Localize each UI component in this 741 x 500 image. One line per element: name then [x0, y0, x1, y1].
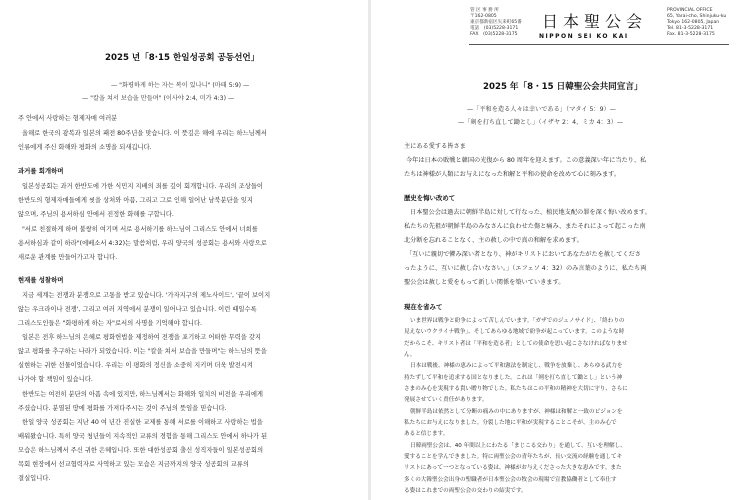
office-header-line: 東京都新宿区矢来町65番	[470, 20, 522, 25]
body-line: 한일 양국 성공회는 지난 40 여 년간 진실한 교제를 통해 서로를 이해하고 사랑하는 법을	[22, 419, 263, 426]
body-line: 인류에게 주신 화해와 평화의 소명을 되새깁니다.	[18, 144, 152, 151]
body-line: 주셨습니다. 분열된 땅에 평화를 가져다주시는 것이 주님의 뜻임을 믿습니다.	[18, 405, 227, 412]
body-line: 今年は日本の敗戦と韓国の光復から 80 周年を迎えます。この意義深い年に当たり、私	[406, 157, 647, 164]
section-heading: 과거를 회개하며	[18, 167, 64, 175]
body-line: さまのみ心を実現する貴い贈り物でした。私たちはこの平和の精神を大切に守り、さらに	[404, 386, 628, 392]
body-line: 私たちにお与えになりました。分裂した地に平和が実現することこそが、主のみ心で	[404, 420, 617, 426]
body-line: 「互いに親切で憐み深い者となり、神がキリストにおいてあなたがたを赦してくださ	[406, 251, 641, 258]
body-line: 않으며, 주님의 용서하심 안에서 진정한 화해를 구합니다.	[18, 211, 174, 218]
body-line: リストにあって一つとなっている姿は、神様がお与えくださった大きな恵みです。また	[404, 465, 622, 472]
body-line: 北分断を忘れることなく、主の赦しの中で真の和解を求めます。	[404, 237, 583, 244]
body-line: 일본성공회는 과거 한반도에 가한 식민지 지배의 죄를 깊이 회개합니다. 우리의 조상들이	[22, 183, 263, 190]
body-line: 見えないウクライナ戦争」、そしてあらゆる地域で紛争が起こっています。このような時	[404, 329, 625, 336]
section-heading: 現在を省みて	[404, 303, 443, 311]
body-line: 배워왔습니다. 특히 양국 청년들이 지속적인 교류의 경험을 통해 그리스도 안에서 하나가 된	[18, 433, 268, 440]
office-header-line: 電話 (03)5228-3171	[470, 26, 519, 31]
body-line: 한반도는 여전히 분단의 아픔 속에 있지만, 하느님께서는 화해와 일치의 비전을 우리에게	[22, 391, 263, 398]
body-line: 愛することを学んできました。特に両聖公会の青年たちが、長い交流の経験を通してキ	[404, 454, 623, 460]
page-title: 2025 年「8・15 日韓聖公会共同宣言」	[483, 82, 643, 92]
japanese-declaration-page	[371, 0, 741, 500]
korean-declaration-page	[0, 0, 368, 500]
body-line: る姿はこれまでの両聖公会の交わりの結実です。	[404, 488, 527, 494]
office-header-en-line: Tokyo 162-0805, Japan	[667, 20, 720, 25]
body-line: 発展させていく責任があります。	[404, 397, 488, 404]
body-line: 私たちの先祖が朝鮮半島のみなさんに負わせた傷と痛み、またそれによって起こった南	[404, 223, 646, 230]
body-line: 나가야 할 책임이 있습니다.	[18, 376, 93, 383]
body-line: 그리스도인들은 "화평하게 하는 자"로서의 사명을 기억해야 합니다.	[18, 320, 203, 327]
epigraph: — "화평하게 하는 자는 복이 있나니" (마태 5:9) —	[111, 82, 250, 89]
body-line: 않고 평화를 추구하는 나라가 되었습니다. 이는 "칼을 쳐서 보습을 만들며"는 하느님의 뜻을	[18, 348, 267, 355]
body-line: 持たずして平和を追求する国となりました。これは「剣を打ち直して鋤とし」という神	[404, 374, 623, 381]
body-line: 지금 세계는 전쟁과 분쟁으로 고통을 받고 있습니다. '가자지구의 제노사이드', '끝이 보이지	[22, 292, 271, 299]
body-line: 日本は戦後、神様の恵みによって平和憲法を制定し、戦争を放棄し、あらゆる武力を	[410, 363, 623, 370]
body-line: 새로운 관계를 만들어가고자 합니다.	[18, 254, 118, 261]
office-header-en-line: Fax. 81-3-5228-3175	[667, 32, 715, 37]
body-line: 日本聖公会は過去に朝鮮半島に対して行なった、植民地支配の罪を深く悔い改めます。	[410, 209, 651, 216]
page-title: 2025 년「8·15 한일성공회 공동선언」	[105, 53, 260, 63]
body-line: 多くの大韓聖公会出身の聖職者が日本聖公会の牧会の現場で宣教協働者として奉仕す	[404, 476, 617, 483]
body-line: 않는 우크라이나 전쟁', 그리고 여러 지역에서 분쟁이 일어나고 있습니다. 이런 때일수록	[18, 306, 257, 313]
body-line: 한반도의 형제자매들에게 씻을 상처와 아픔, 그리고 그로 인해 일어난 남북분단을 잊지	[18, 197, 253, 204]
body-line: 朝鮮半島は依然として分断の痛みの中にありますが、神様は和解と一致のビジョンを	[410, 408, 623, 415]
epigraph: —「剣を打ち直して鋤とし」（イザヤ 2：4、ミカ 4：3）—	[458, 119, 624, 126]
body-line: たちは神様が人類にお与えになった和解と平和の使命を改めて心に刻みます。	[404, 171, 621, 178]
body-line: ったように、互いに赦し合いなさい。」（エフェソ 4：32）のみ言葉のように、私たち両	[404, 265, 647, 272]
body-line: ん。	[404, 352, 416, 358]
body-line: 聖公会は赦しと愛をもって新しい関係を築いていきます。	[404, 279, 565, 286]
office-header-line: 管 区 事 務 所	[470, 8, 499, 13]
body-line: 일본은 전후 하느님의 은혜로 평화헌법을 제정하여 전쟁을 포기하고 어떠한 무력을 갖지	[22, 334, 261, 341]
body-line: 용서하심과 같이 하라"(에베소서 4:32)는 말씀처럼, 우리 양국의 성공회는 용서와 사랑으로	[18, 240, 267, 247]
body-line: 목회 현장에서 선교협력자로 사역하고 있는 모습은 지금까지의 양국 성공회의 교류의	[18, 461, 249, 468]
section-heading: 현재를 성찰하며	[18, 276, 64, 284]
nskk-logo-romaji: NIPPON SEI KO KAI	[539, 33, 629, 40]
body-line: 실현하는 귀한 선물이었습니다. 우리는 이 평화의 정신을 소중히 지키며 더욱 발전시켜	[18, 362, 253, 369]
greeting: 주 안에서 사랑하는 형제자매 여러분	[18, 115, 118, 122]
office-header-en-line: 65, Yarai-cho, Shinjuku-ku	[667, 14, 727, 19]
nskk-logo-text: 日本聖公会	[542, 12, 648, 31]
body-line: 모습은 하느님께서 주신 귀한 은혜입니다. 또한 대한성공회 출신 성직자들이 일본성공회의	[18, 447, 264, 454]
body-line: 日韓両聖公会は、40 年間以上にわたる「まじこる交わり」を通して、互いを理解し、	[410, 442, 626, 449]
epigraph: — "칼을 쳐서 보습을 만들며" (이사야 2:4, 미가 4:3) —	[82, 95, 235, 102]
body-line: 결실입니다.	[18, 475, 51, 482]
body-line: "서로 친절하게 하며 불쌍히 여기며 서로 용서하기를 하느님이 그리스도 안에서 너희를	[22, 226, 258, 233]
office-header-en-line: PROVINCIAL OFFICE	[667, 8, 713, 13]
header-divider	[469, 44, 729, 45]
office-header-line: FAX (03)5228-3175	[470, 32, 518, 37]
greeting: 主にある愛する皆さま	[404, 143, 466, 150]
section-heading: 歴史を悔い改めて	[404, 194, 456, 202]
body-line: あると信じます。	[404, 431, 449, 438]
body-line: だからこそ、キリスト者は「平和を造る者」としての使命を思い起こさなければなりませ	[404, 340, 628, 347]
office-header-line: 〒162-0805	[470, 14, 497, 19]
office-header-en-line: Tel. 81-3-5228-3171	[667, 26, 714, 31]
body-line: いま世界は戦争と紛争によって苦しんでいます。「ガザでのジェノサイド」、「終わりの	[410, 318, 625, 324]
epigraph: —「平和を造る人々は幸いである」（マタイ 5：9）—	[467, 106, 616, 113]
body-line: 올해로 한국의 광복과 일본의 패전 80주년을 맞습니다. 이 뜻깊은 해에 우리는 하느님께서	[22, 130, 267, 137]
